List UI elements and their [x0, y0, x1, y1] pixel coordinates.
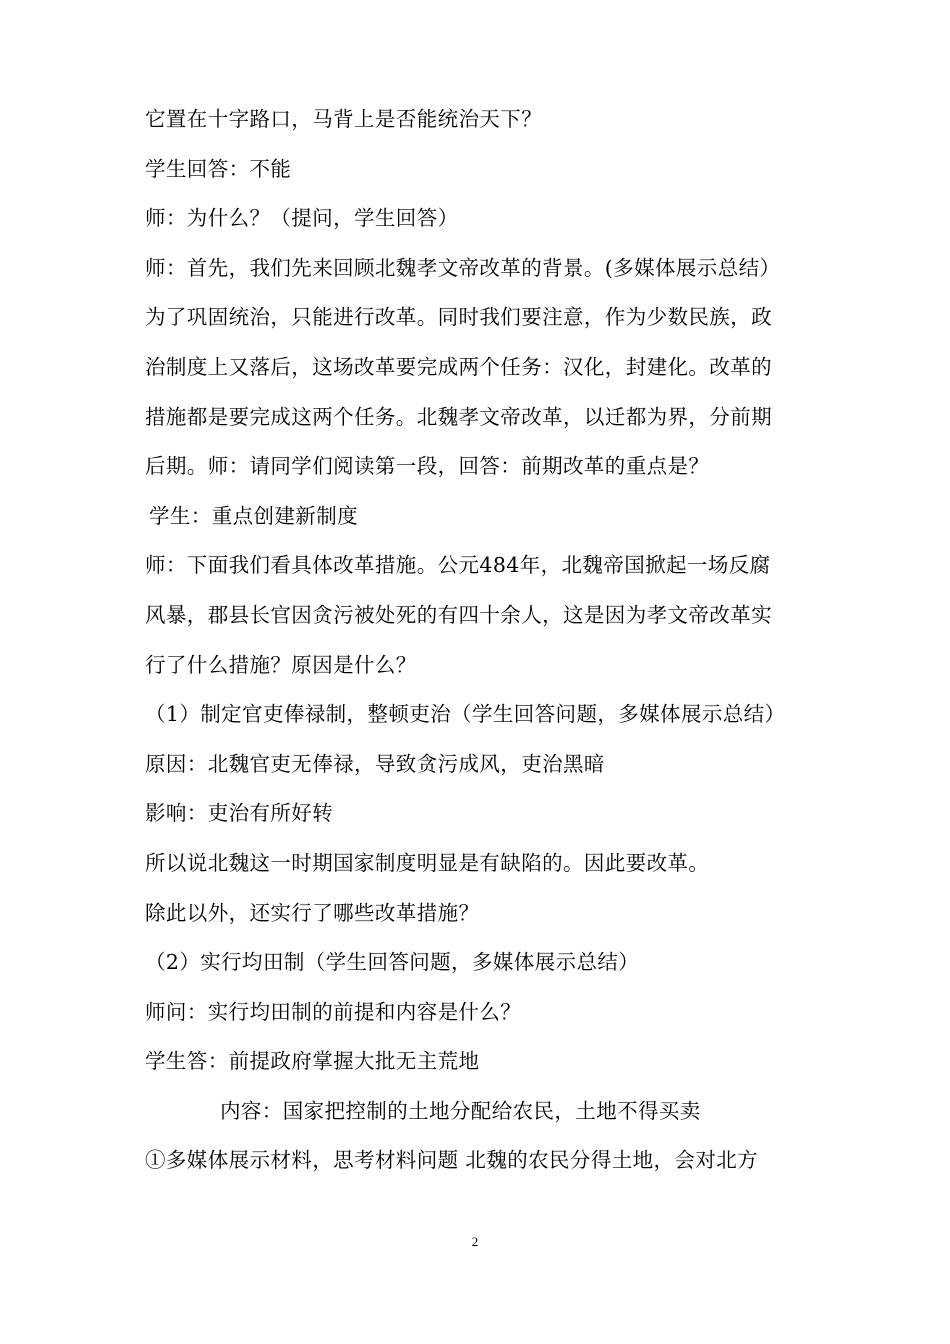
text-line: 后期。师：请同学们阅读第一段，回答：前期改革的重点是？ — [145, 454, 710, 479]
text-line: （1）制定官吏俸禄制，整顿吏治（学生回答问题，多媒体展示总结） — [145, 702, 786, 727]
text-line: 治制度上又落后，这场改革要完成两个任务：汉化，封建化。改革的 — [145, 354, 772, 379]
text-line: 师：下面我们看具体改革措施。公元484年，北魏帝国掀起一场反腐 — [145, 553, 771, 578]
text-line: 原因：北魏官吏无俸禄，导致贪污成风，吏治黑暗 — [145, 751, 605, 776]
text-line: 为了巩固统治，只能进行改革。同时我们要注意，作为少数民族，政 — [145, 305, 772, 330]
text-line: 它置在十字路口，马背上是否能统治天下？ — [145, 107, 543, 131]
text-line: 措施都是要完成这两个任务。北魏孝文帝改革，以迁都为界，分前期 — [145, 404, 772, 429]
text-line: 内容：国家把控制的土地分配给农民，土地不得买卖 — [220, 1098, 701, 1123]
text-line: 师：首先，我们先来回顾北魏孝文帝改革的背景。(多媒体展示总结） — [145, 255, 781, 280]
text-line: 师：为什么？（提问，学生回答） — [145, 206, 459, 231]
text-line: 影响：吏治有所好转 — [145, 801, 334, 826]
text-line: 学生答：前提政府掌握大批无主荒地 — [145, 1049, 480, 1074]
text-line: 风暴，郡县长官因贪污被处死的有四十余人，这是因为孝文帝改革实 — [145, 602, 772, 627]
text-line: 行了什么措施？原因是什么？ — [145, 652, 417, 677]
text-line: 学生回答：不能 — [145, 156, 292, 181]
text-line: 师问：实行均田制的前提和内容是什么？ — [145, 999, 522, 1024]
body-text — [145, 103, 835, 1194]
text-line: 除此以外，还实行了哪些改革措施？ — [145, 900, 480, 925]
text-line: （2）实行均田制（学生回答问题，多媒体展示总结） — [145, 950, 640, 975]
page-number: 2 — [471, 1234, 479, 1249]
text-line: ①多媒体展示材料，思考材料问题 北魏的农民分得土地，会对北方 — [145, 1148, 759, 1173]
text-line: 学生：重点创建新制度 — [149, 503, 358, 528]
text-line: 所以说北魏这一时期国家制度明显是有缺陷的。因此要改革。 — [145, 850, 710, 875]
